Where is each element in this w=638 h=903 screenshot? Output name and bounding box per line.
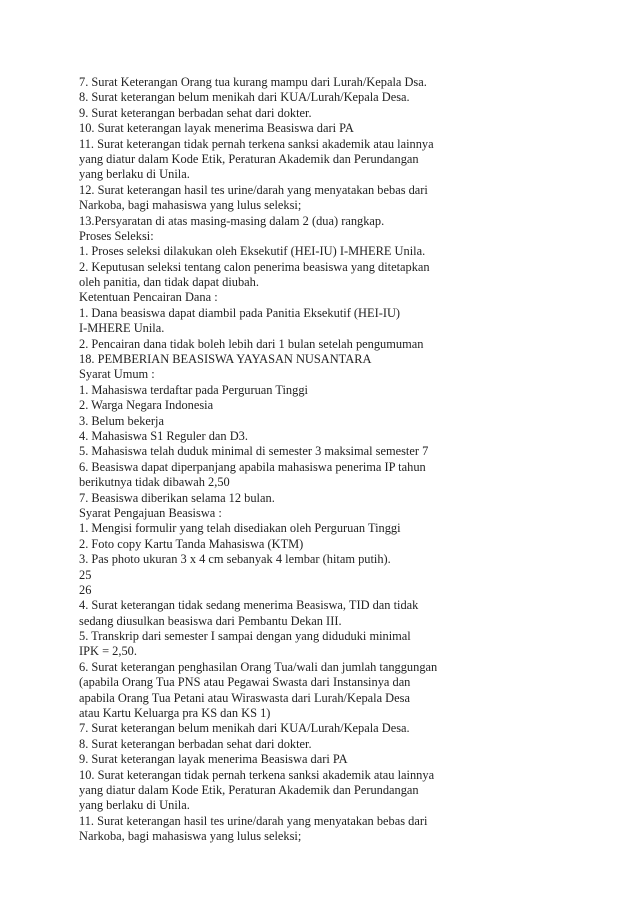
text-line: 3. Pas photo ukuran 3 x 4 cm sebanyak 4 lembar (hitam putih). — [79, 552, 391, 567]
text-line: 9. Surat keterangan berbadan sehat dari dokter. — [79, 105, 312, 120]
text-line: I-MHERE Unila. — [79, 321, 165, 336]
text-line: 9. Surat keterangan layak menerima Beasiswa dari PA — [79, 752, 348, 767]
text-line: berikutnya tidak dibawah 2,50 — [79, 475, 230, 490]
text-line: 8. Surat keterangan belum menikah dari KUA/Lurah/Kepala Desa. — [79, 90, 410, 105]
text-line: 5. Transkrip dari semester I sampai dengan yang diduduki minimal — [79, 629, 411, 644]
text-line: 1. Mengisi formulir yang telah disediakan oleh Perguruan Tinggi — [79, 521, 401, 536]
text-line: 26 — [79, 582, 92, 597]
text-line: Syarat Pengajuan Beasiswa : — [79, 505, 222, 520]
text-line: 2. Pencairan dana tidak boleh lebih dari 1 bulan setelah pengumuman — [79, 336, 424, 351]
text-line: 10. Surat keterangan layak menerima Beasiswa dari PA — [79, 121, 354, 136]
text-line: 25 — [79, 567, 92, 582]
text-line: Proses Seleksi: — [79, 228, 154, 243]
text-line: 11. Surat keterangan tidak pernah terkena sanksi akademik atau lainnya — [79, 136, 434, 151]
text-line: oleh panitia, dan tidak dapat diubah. — [79, 275, 259, 290]
text-line: 13.Persyaratan di atas masing-masing dalam 2 (dua) rangkap. — [79, 213, 385, 228]
text-line: 4. Surat keterangan tidak sedang menerima Beasiswa, TID dan tidak — [79, 598, 419, 613]
text-line: Narkoba, bagi mahasiswa yang lulus seleksi; — [79, 829, 302, 844]
text-line: 6. Beasiswa dapat diperpanjang apabila mahasiswa penerima IP tahun — [79, 459, 426, 474]
text-line: 7. Beasiswa diberikan selama 12 bulan. — [79, 490, 275, 505]
text-line: 11. Surat keterangan hasil tes urine/darah yang menyatakan bebas dari — [79, 813, 428, 828]
text-line: Narkoba, bagi mahasiswa yang lulus seleksi; — [79, 198, 302, 213]
text-line: (apabila Orang Tua PNS atau Pegawai Swasta dari Instansinya dan — [79, 675, 411, 690]
text-line: yang berlaku di Unila. — [79, 167, 190, 182]
text-line: 1. Mahasiswa terdaftar pada Perguruan Tinggi — [79, 382, 308, 397]
text-line: yang berlaku di Unila. — [79, 798, 190, 813]
text-line: 5. Mahasiswa telah duduk minimal di semester 3 maksimal semester 7 — [79, 444, 429, 459]
text-line: 3. Belum bekerja — [79, 413, 164, 428]
text-line: 2. Keputusan seleksi tentang calon penerima beasiswa yang ditetapkan — [79, 259, 430, 274]
text-line: 4. Mahasiswa S1 Reguler dan D3. — [79, 428, 248, 443]
text-line: yang diatur dalam Kode Etik, Peraturan Akademik dan Perundangan — [79, 782, 419, 797]
text-line: yang diatur dalam Kode Etik, Peraturan Akademik dan Perundangan — [79, 151, 419, 166]
text-line: 1. Dana beasiswa dapat diambil pada Panitia Eksekutif (HEI-IU) — [79, 305, 401, 320]
document-text — [79, 75, 579, 845]
text-line: 18. PEMBERIAN BEASISWA YAYASAN NUSANTARA — [79, 352, 372, 367]
text-line: 2. Warga Negara Indonesia — [79, 398, 214, 413]
text-line: 2. Foto copy Kartu Tanda Mahasiswa (KTM) — [79, 536, 304, 551]
text-line: atau Kartu Keluarga pra KS dan KS 1) — [79, 706, 271, 721]
text-line: 6. Surat keterangan penghasilan Orang Tua/wali dan jumlah tanggungan — [79, 659, 438, 674]
text-line: 12. Surat keterangan hasil tes urine/darah yang menyatakan bebas dari — [79, 182, 428, 197]
text-line: sedang diusulkan beasiswa dari Pembantu Dekan III. — [79, 613, 342, 628]
text-line: 1. Proses seleksi dilakukan oleh Eksekutif (HEI-IU) I-MHERE Unila. — [79, 244, 426, 259]
text-line: 7. Surat keterangan belum menikah dari KUA/Lurah/Kepala Desa. — [79, 721, 410, 736]
text-line: apabila Orang Tua Petani atau Wiraswasta dari Lurah/Kepala Desa — [79, 690, 410, 705]
text-line: 8. Surat keterangan berbadan sehat dari dokter. — [79, 736, 312, 751]
text-line: 7. Surat Keterangan Orang tua kurang mampu dari Lurah/Kepala Dsa. — [79, 75, 427, 89]
text-line: Ketentuan Pencairan Dana : — [79, 290, 218, 305]
text-line: Syarat Umum : — [79, 367, 155, 382]
text-line: IPK = 2,50. — [79, 644, 137, 659]
text-line: 10. Surat keterangan tidak pernah terkena sanksi akademik atau lainnya — [79, 767, 435, 782]
